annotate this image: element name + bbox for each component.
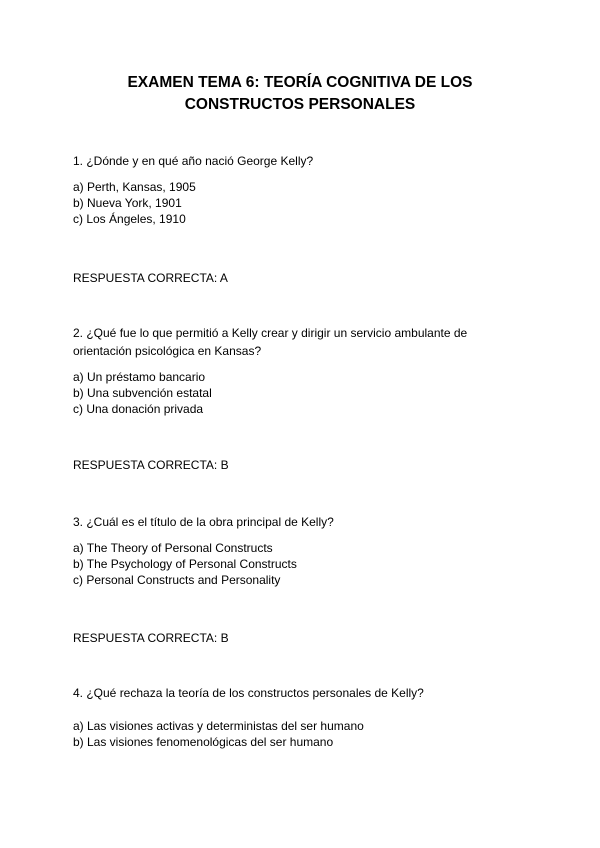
options-list bbox=[73, 369, 533, 417]
question-text-line-2: orientación psicológica en Kansas? bbox=[73, 344, 262, 358]
option-b: b) The Psychology of Personal Constructs bbox=[73, 557, 297, 571]
option-a: a) Un préstamo bancario bbox=[73, 370, 206, 384]
option-a: a) The Theory of Personal Constructs bbox=[73, 541, 273, 555]
question-2 bbox=[73, 325, 533, 417]
question-3 bbox=[73, 514, 533, 588]
question-text: 1. ¿Dónde y en qué año nació George Kelly? bbox=[73, 154, 314, 168]
option-c: c) Personal Constructs and Personality bbox=[73, 573, 281, 587]
question-text: 3. ¿Cuál es el título de la obra principal de Kelly? bbox=[73, 515, 334, 529]
options-list bbox=[73, 540, 533, 588]
options-list bbox=[73, 718, 533, 750]
question-text-line-1: 2. ¿Qué fue lo que permitió a Kelly crear y dirigir un servicio ambulante de bbox=[73, 326, 468, 340]
question-1 bbox=[73, 153, 533, 227]
answer-2: RESPUESTA CORRECTA: B bbox=[73, 458, 229, 472]
option-c: c) Una donación privada bbox=[73, 402, 204, 416]
answer-3: RESPUESTA CORRECTA: B bbox=[73, 631, 229, 645]
option-b: b) Las visiones fenomenológicas del ser humano bbox=[73, 735, 334, 749]
page-title bbox=[0, 72, 600, 116]
question-text: 4. ¿Qué rechaza la teoría de los constructos personales de Kelly? bbox=[73, 686, 424, 700]
option-a: a) Perth, Kansas, 1905 bbox=[73, 180, 196, 194]
title-line-1: EXAMEN TEMA 6: TEORÍA COGNITIVA DE LOS bbox=[127, 74, 473, 91]
question-4 bbox=[73, 685, 533, 750]
option-b: b) Una subvención estatal bbox=[73, 386, 212, 400]
option-b: b) Nueva York, 1901 bbox=[73, 196, 182, 210]
answer-1: RESPUESTA CORRECTA: A bbox=[73, 271, 228, 285]
option-c: c) Los Ángeles, 1910 bbox=[73, 212, 186, 226]
title-line-2: CONSTRUCTOS PERSONALES bbox=[184, 96, 416, 113]
option-a: a) Las visiones activas y deterministas del ser humano bbox=[73, 719, 364, 733]
options-list bbox=[73, 179, 533, 227]
